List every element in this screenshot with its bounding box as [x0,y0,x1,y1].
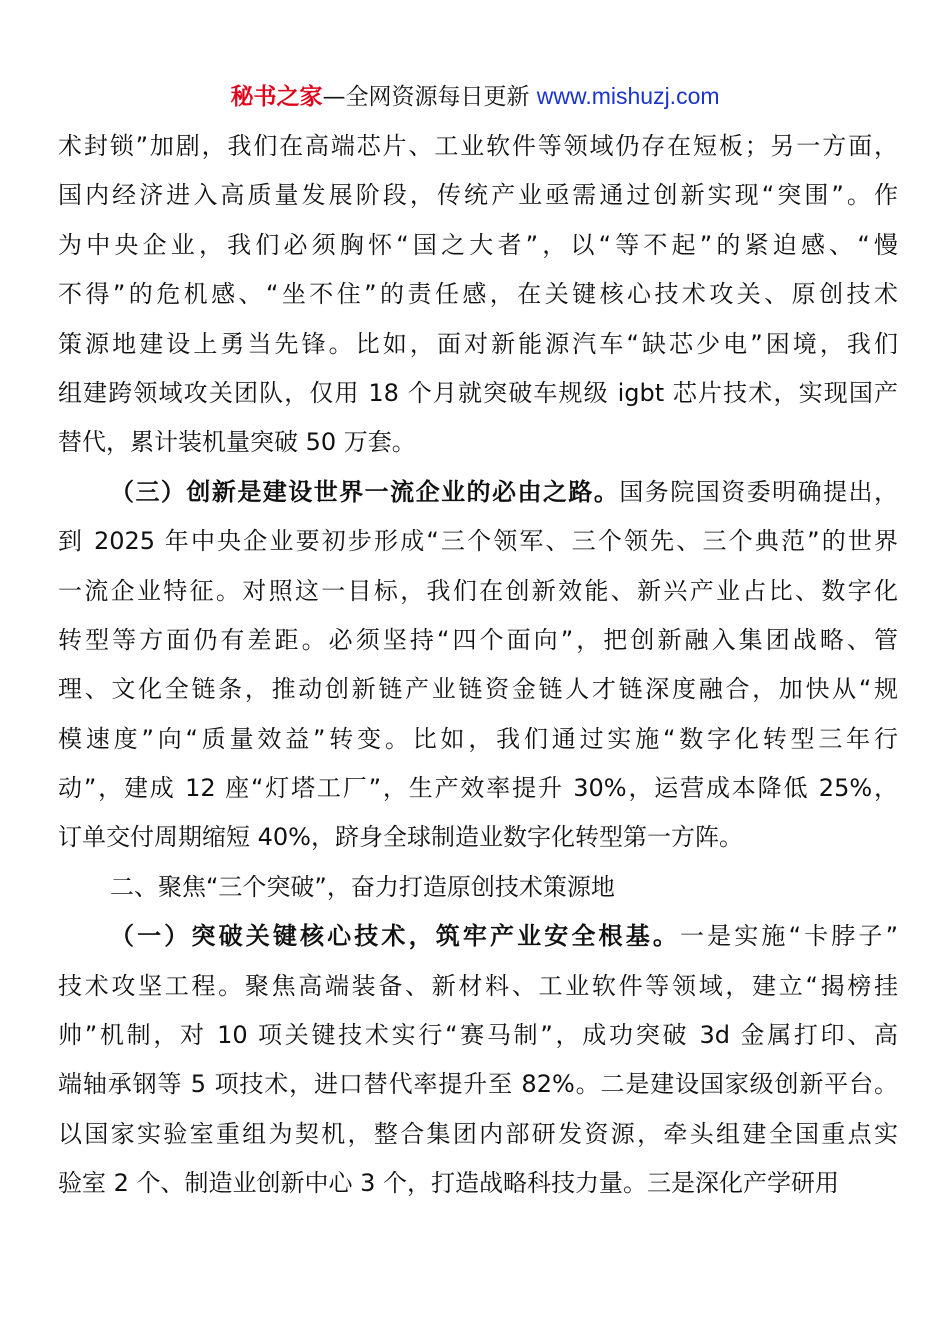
text-line: 转型等方面仍有差距。必须坚持“四个面向”，把创新融入集团战略、管 [58,625,898,654]
document-body [58,122,898,1209]
text-line: 策源地建设上勇当先锋。比如，面对新能源汽车“缺芯少电”困境，我们 [58,329,898,358]
header-tagline: —全网资源每日更新 [322,84,537,110]
section-heading-two: 二、聚焦“三个突破”，奋力打造原创技术策源地 [110,872,615,901]
text-line: 订单交付周期缩短 40%，跻身全球制造业数字化转型第一方阵。 [58,823,743,852]
site-link[interactable]: www.mishuzj.com [536,83,720,109]
text-line: 动”，建成 12 座“灯塔工厂”，生产效率提升 30%，运营成本降低 25%， [58,774,898,803]
paragraph-lead-one [58,912,898,961]
text-line: 技术攻坚工程。聚焦高端装备、新材料、工业软件等领域，建立“揭榜挂 [58,971,898,1000]
text-line: 不得”的危机感、“坐不住”的责任感，在关键核心技术攻关、原创技术 [58,280,898,309]
text-line: 帅”机制，对 10 项关键技术实行“赛马制”，成功突破 3d 金属打印、高 [58,1021,898,1050]
subheading-one: （一）突破关键核心技术，筑牢产业安全根基。 [110,922,680,951]
paragraph-lead-text: 国务院国资委明确提出， [619,477,898,506]
text-line: 理、文化全链条，推动创新链产业链资金链人才链深度融合，加快从“规 [58,675,898,704]
text-line: 为中央企业，我们必须胸怀“国之大者”，以“等不起”的紧迫感、“慢 [58,230,898,259]
site-header [0,80,950,113]
paragraph-lead-three [58,468,898,517]
brand-name: 秘书之家 [230,84,323,110]
text-line: 组建跨领域攻关团队，仅用 18 个月就突破车规级 igbt 芯片技术，实现国产 [58,378,898,407]
text-line: 国内经济进入高质量发展阶段，传统产业亟需通过创新实现“突围”。作 [58,181,898,210]
text-line: 到 2025 年中央企业要初步形成“三个领军、三个领先、三个典范”的世界 [58,527,898,556]
text-line: 以国家实验室重组为契机，整合集团内部研发资源，牵头组建全国重点实 [58,1119,898,1148]
subheading-three: （三）创新是建设世界一流企业的必由之路。 [110,477,620,506]
text-line: 验室 2 个、制造业创新中心 3 个，打造战略科技力量。三是深化产学研用 [58,1169,840,1198]
text-line: 模速度”向“质量效益”转变。比如，我们通过实施“数字化转型三年行 [58,724,898,753]
text-line: 替代，累计装机量突破 50 万套。 [58,428,416,457]
text-line: 一流企业特征。对照这一目标，我们在创新效能、新兴产业占比、数字化 [58,576,898,605]
text-line: 术封锁”加剧，我们在高端芯片、工业软件等领域仍存在短板；另一方面， [58,132,898,160]
text-line: 端轴承钢等 5 项技术，进口替代率提升至 82%。二是建设国家级创新平台。 [58,1070,898,1099]
paragraph-lead-text: 一是实施“卡脖子” [680,922,898,951]
